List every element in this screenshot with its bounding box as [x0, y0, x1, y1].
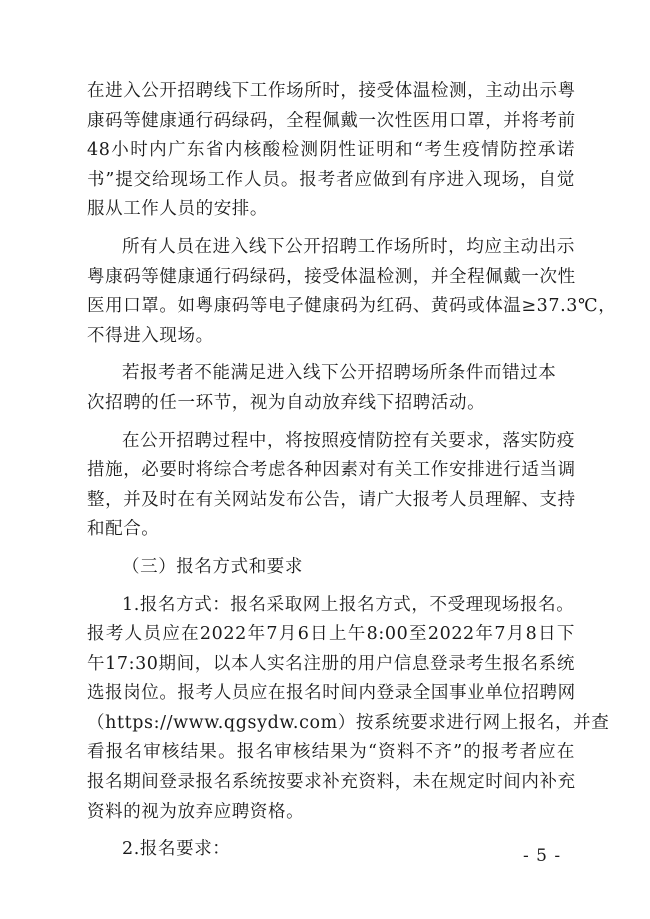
section-heading: （三）报名方式和要求 [122, 556, 303, 577]
text-line: 48小时内广东省内核酸检测阴性证明和“考生疫情防控承诺 [87, 140, 575, 161]
text-line: 1.报名方式：报名采取网上报名方式，不受理现场报名。 [122, 594, 575, 615]
text-line: 选报岗位。报考人员应在报名时间内登录全国事业单位招聘网 [87, 683, 576, 704]
text-line: 书”提交给现场工作人员。报考者应做到有序进入现场，自觉 [87, 169, 575, 190]
text-line: 资料的视为放弃应聘资格。 [87, 801, 305, 822]
text-line: 所有人员在进入线下公开招聘工作场所时，均应主动出示 [122, 236, 575, 257]
text-line: 不得进入现场。 [87, 325, 214, 346]
text-line: 粤康码等健康通行码绿码，接受体温检测，并全程佩戴一次性 [87, 266, 576, 287]
text-line: 整，并及时在有关网站发布公告，请广大报考人员理解、支持 [87, 489, 576, 510]
text-line: （https://www.qgsydw.com）按系统要求进行网上报名，并查 [87, 712, 610, 733]
text-line: 次招聘的任一环节，视为自动放弃线下招聘活动。 [87, 392, 486, 413]
text-line: 报名期间登录报名系统按要求补充资料，未在规定时间内补充 [87, 772, 576, 793]
text-line: 医用口罩。如粤康码等电子健康码为红码、黄码或体温≥37.3℃， [87, 296, 617, 317]
text-line: 若报考者不能满足进入线下公开招聘场所条件而错过本 [122, 363, 557, 384]
text-line: 报考人员应在2022年7月6日上午8:00至2022年7月8日下 [87, 624, 575, 645]
text-line: 午17:30期间，以本人实名注册的用户信息登录考生报名系统 [87, 653, 575, 674]
text-line: 在公开招聘过程中，将按照疫情防控有关要求，落实防疫 [122, 430, 575, 451]
paragraph-missed-session [87, 359, 575, 418]
paragraph-registration-method [87, 591, 610, 828]
paragraph-epidemic-adjustment [87, 427, 575, 545]
paragraph-venue-entry [87, 77, 575, 225]
requirements-heading: 2.报名要求： [122, 839, 231, 860]
text-line: 看报名审核结果。报名审核结果为“资料不齐”的报考者应在 [87, 742, 575, 763]
text-line: 在进入公开招聘线下工作场所时，接受体温检测，主动出示粤 [87, 81, 576, 101]
document-body [87, 77, 617, 865]
text-line: 措施，必要时将综合考虑各种因素对有关工作安排进行适当调 [87, 460, 576, 481]
text-line: 和配合。 [87, 519, 160, 540]
page-number: - 5 - [523, 846, 562, 866]
text-line: 服从工作人员的安排。 [87, 199, 268, 220]
paragraph-all-personnel [87, 233, 617, 351]
text-line: 康码等健康通行码绿码，全程佩戴一次性医用口罩，并将考前 [87, 110, 576, 131]
